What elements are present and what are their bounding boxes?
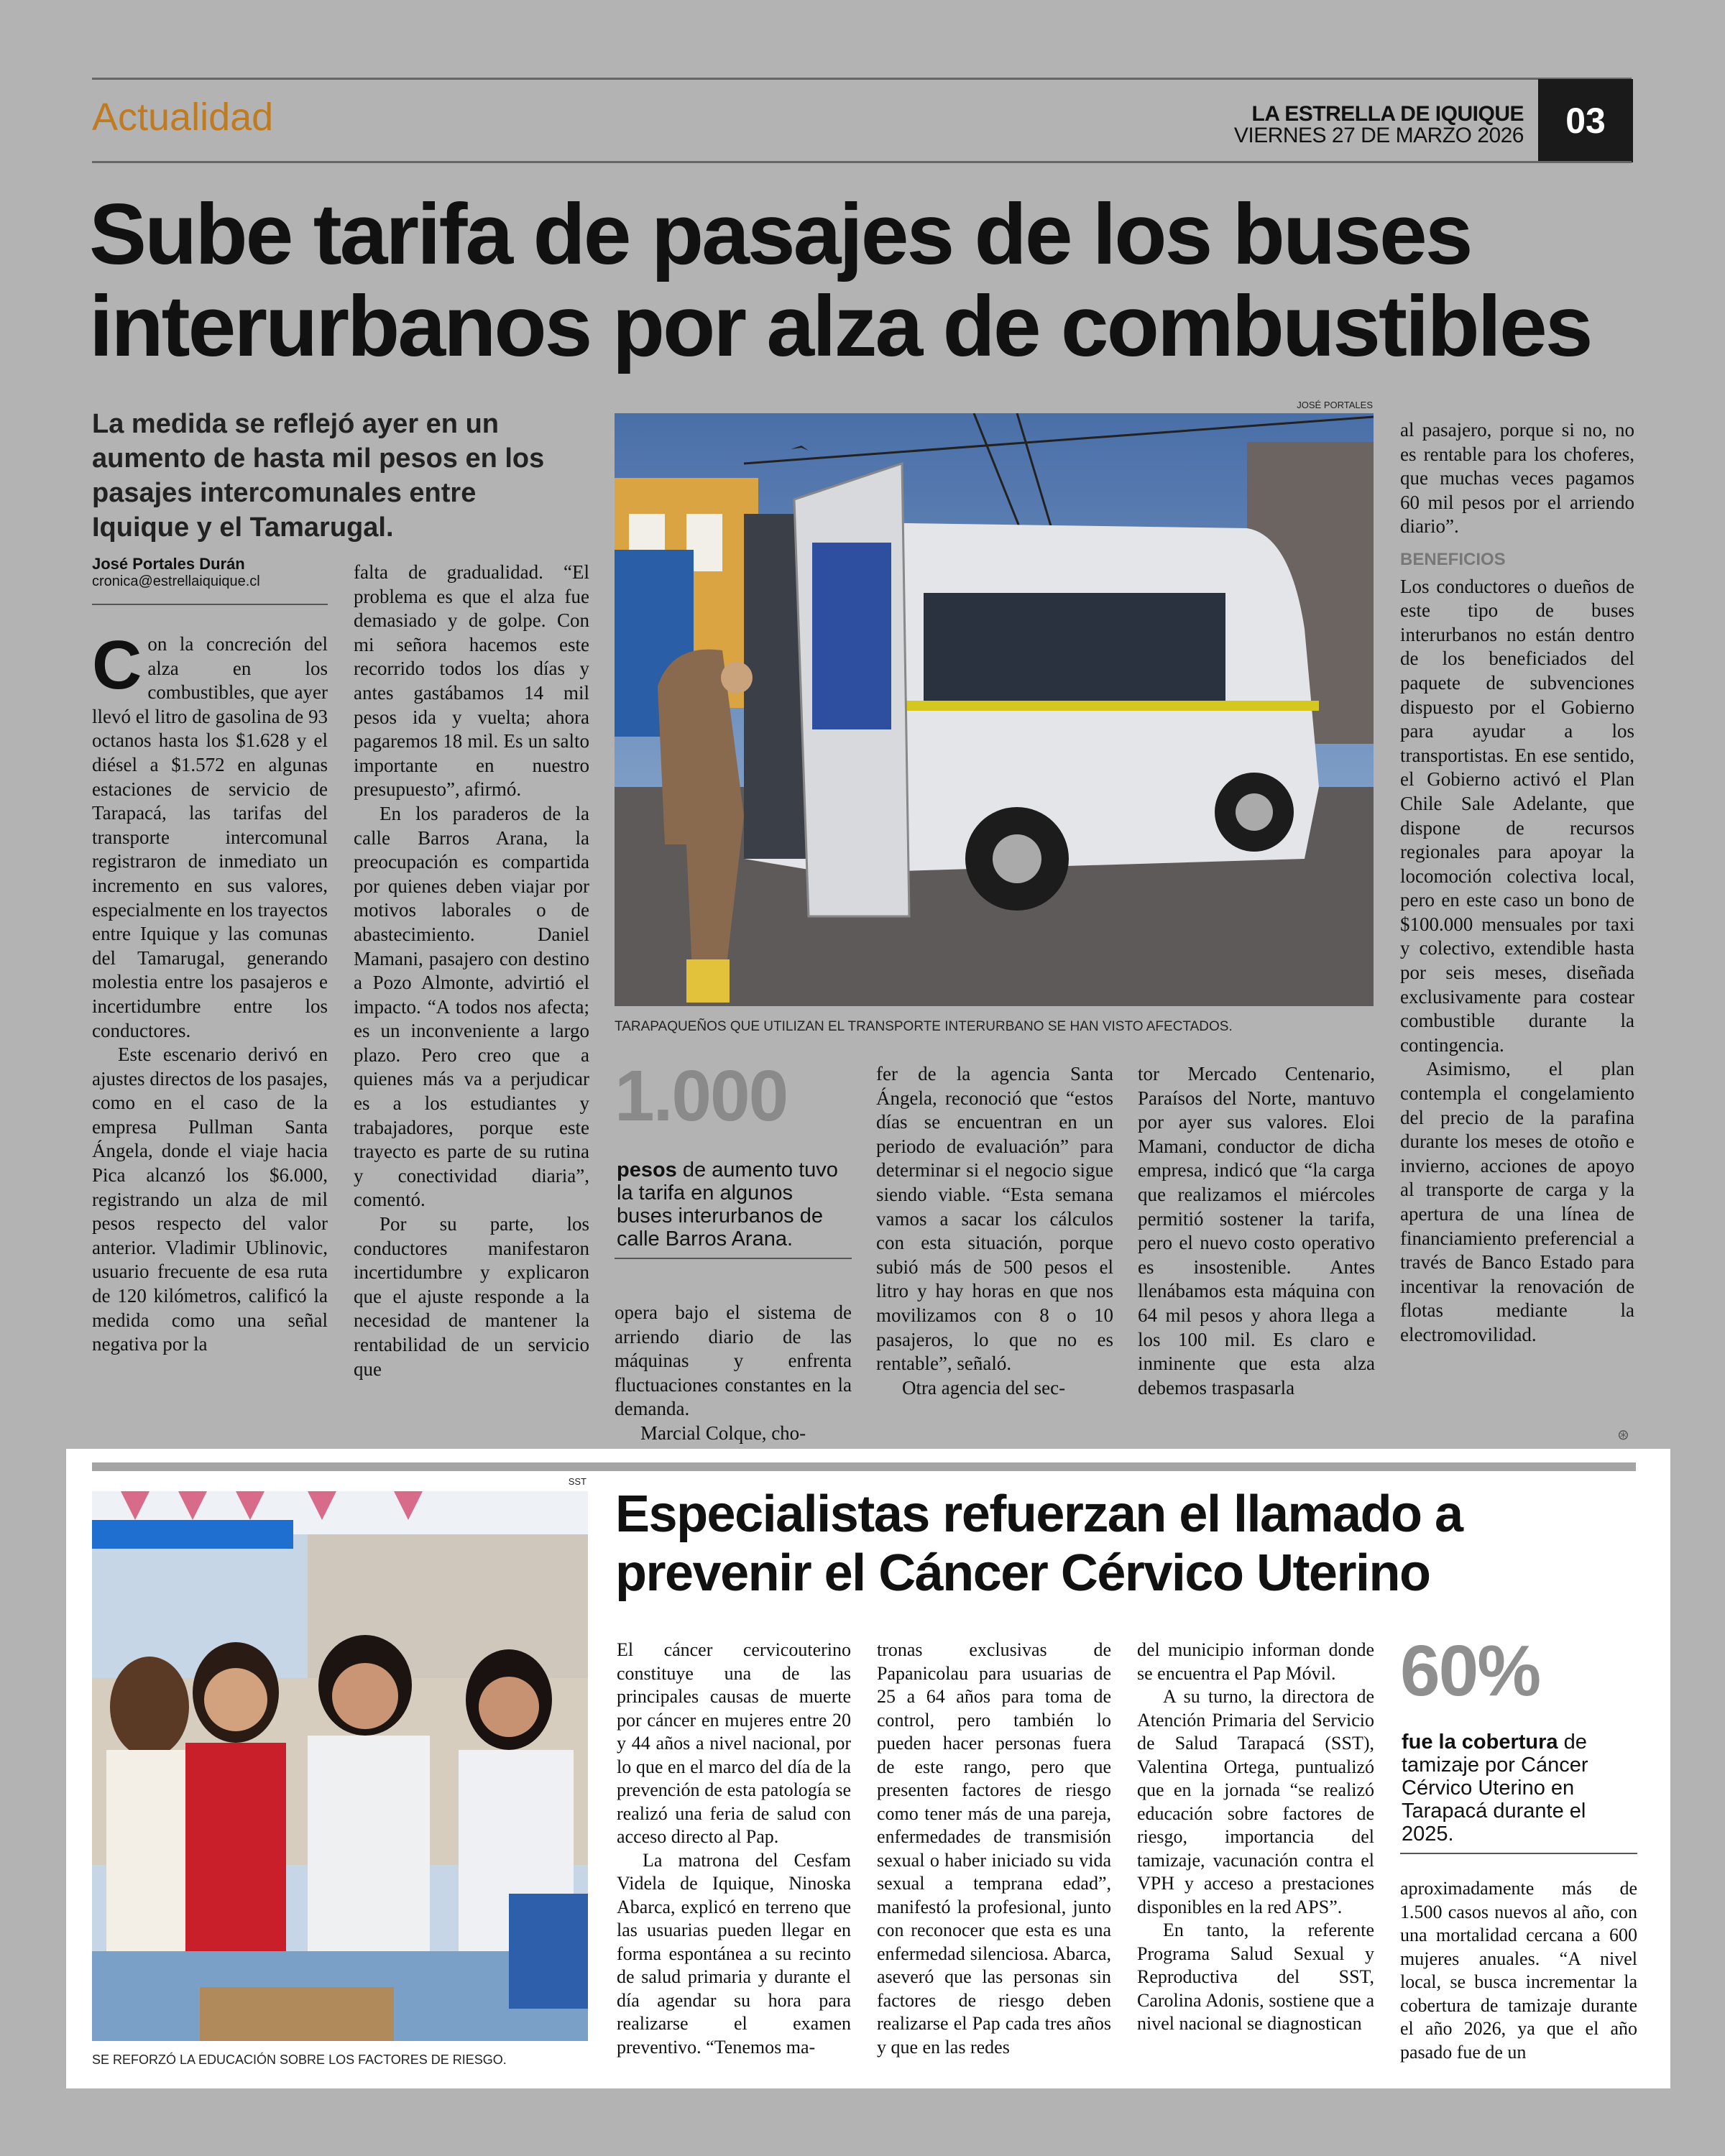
health-photo-caption: SE REFORZÓ LA EDUCACIÓN SOBRE LOS FACTORES DE RIESGO. [92,2053,507,2067]
health-fact-rule [1400,1853,1637,1854]
main-column-4: tor Mercado Centenario, Paraísos del Norte, mantuvo por ayer sus valores. Eloi Mamani, conductor de dicha empresa, indicó que “la carga que realizamos el miércoles permitió sostener la tarifa, pero el nuevo costo operativo es insostenible. Antes llenábamos esta máquina con 64 mil pesos y ahora llega a los 100 mil. Es claro e inminente que esta alza debemos traspasarla [1138,1063,1375,1399]
fact-bold: pesos [617,1158,677,1181]
issue-date: VIERNES 27 DE MARZO 2026 [1233,124,1524,147]
health-fact-text: fue la cobertura de tamizaje por Cáncer Cérvico Uterino en Tarapacá durante el 2025. [1402,1731,1588,1846]
health-fact-bold: fue la cobertura [1402,1731,1558,1754]
lead-paragraph: La medida se reflejó ayer en un aumento de hasta mil pesos en los pasajes intercomunales entre Iquique y el Tamarugal. [92,409,545,543]
health-column-2: tronas exclusivas de Papanicolau para usuarias de 25 a 64 años para toma de control, pero también lo pueden hacer personas fuera de este rango, pero que presenten factores de riesgo como tener más de una pareja, enfermedades de transmisión sexual o haber iniciado su vida sexual a temprana edad”, manifestó la profesional, junto con reconocer que esta es una enfermedad silenciosa. Abarca, aseveró que las personas sin factores de riesgo deben realizarse el Pap cada tres años y que en las redes [877,1639,1111,2058]
newspaper-name: LA ESTRELLA DE IQUIQUE [1251,102,1524,126]
health-headline [615,1485,1463,1603]
health-column-4: aproximadamente más de 1.500 casos nuevos al año, con una mortalidad cercana a 600 mujeres anuales. “A nivel local, se busca incrementar la cobertura de tamizaje durante el año 2026, ya que el año pasado fue de un [1400,1878,1637,2063]
health-photo [92,1491,588,2041]
fact-big-number: 1.000 [615,1056,788,1136]
health-fact-number: 60% [1400,1631,1540,1711]
bus-photo-illustration [615,413,1374,1006]
author-name: José Portales Durán [92,555,245,573]
main-column-3-lower: opera bajo el sistema de arriendo diario de las máquinas y enfrenta fluctuaciones constantes en la demanda. Marcial Colque, cho- [615,1302,852,1444]
health-headline-line1: Especialistas refuerzan el llamado a [615,1485,1463,1543]
main-column-2: falta de gradualidad. “El problema es que el alza fue demasiado y de golpe. Con mi señora hacemos este recorrido todos los días y antes gastábamos 14 mil pesos ida y vuelta; ahora pagaremos 18 mil. Es un salto importante en nuestro presupuesto”, afirmó. En los paraderos de la calle Barros Arana, la preocupación es compartida por quienes deben viajar por motivos laborales o de abastecimiento. Daniel Mamani, pasajero con destino a Pozo Almonte, advirtió el impacto. “A todos nos afecta; es un inconveniente a largo plazo. Pero creo que a quienes más va a perjudicar es a los estudiantes y trabajadores, porque este trayecto es parte de su rutina y conectividad diaria”, comentó. Por su parte, los conductores manifestaron incertidumbre y explicaron que el ajuste responde a la necesidad de mantener la rentabilidad de un servicio que [354,561,589,1380]
main-column-3b: fer de la agencia Santa Ángela, reconoció que “estos días se encuentran en un periodo de evaluación” para determinar si el negocio sigue siendo viable. “Esta semana vamos a sacar los cálculos con esta situación, porque subió más de 500 pesos el litro y hay horas en que nos movilizamos con 8 o 10 pasajeros, lo que no es rentable”, señaló. Otra agencia del sec- [876,1063,1113,1399]
header-bottom-rule [92,161,1632,163]
health-column-3: del municipio informan donde se encuentra el Pap Móvil. A su turno, la directora de Atención Primaria del Servicio de Salud Tarapacá (SST), Valentina Ortega, puntualizó que en la jornada “se realizó educación sobre factores de riesgo, importancia del tamizaje, vacunación contra el VPH y acceso a prestaciones disponibles en la red APS”. En tanto, la referente Programa Salud Sexual y Reproductiva del SST, Carolina Adonis, sostiene que a nivel nacional se diagnostican [1137,1639,1374,2034]
fact-text: pesos de aumento tuvo la tarifa en algunos buses interurbanos de calle Barros Arana. [617,1158,838,1250]
main-headline-line1: Sube tarifa de pasajes de los buses [89,186,1471,282]
photo-credit: JOSÉ PORTALES [1297,400,1373,410]
main-column-5: al pasajero, porque si no, no es rentable para los choferes, que muchas veces pagamos 60 mil pesos por el arriendo diario”. BENEFICIOS Los conductores o dueños de este tipo de buses interurbanos no están dentro de los beneficiados del paquete de subvenciones dispuesto por el Gobierno para ayudar a los transportistas. En ese sentido, el Gobierno activó el Plan Chile Sale Adelante, que dispone de recursos regionales para apoyar la locomoción colectiva local, pero en este caso un bono de $100.000 mensuales por taxi y colectivo, extendible hasta por seis meses, diseñada exclusivamente para costear combustible durante la contingencia. Asimismo, el plan contempla el congelamiento del precio de la parafina durante los meses de otoño e invierno, acciones de apoyo al transporte de carga y la apertura de una línea de financiamiento preferencial a través de Banco Estado para incentivar la renovación de flotas mediante la electromovilidad. [1400,419,1634,1345]
top-rule [92,78,1632,80]
page-number: 03 [1538,79,1633,162]
byline-rule [92,604,328,605]
subhead-beneficios: BENEFICIOS [1400,549,1506,569]
section-label: Actualidad [92,96,274,139]
panel-top-bar [92,1462,1636,1471]
end-mark-icon: ⊛ [1617,1426,1629,1443]
health-column-1: El cáncer cervicouterino constituye una de las principales causas de muerte por cáncer en mujeres entre 20 y 44 años a nivel nacional, por lo que en el marco del día de la prevención de esta patología se realizó una feria de salud con acceso directo al Pap. La matrona del Cesfam Videla de Iquique, Ninoska Abarca, explicó en terreno que las usuarias pueden llegar en forma espontánea a su recinto de salud primaria y durante el día agendar su hora para realizarse el examen preventivo. “Tenemos ma- [617,1639,851,2058]
health-headline-line2: prevenir el Cáncer Cérvico Uterino [615,1544,1430,1602]
health-photo-credit: SST [568,1476,586,1487]
main-headline-line2: interurbanos por alza de combustibles [89,278,1591,374]
bus-photo [615,413,1374,1006]
author-email: cronica@estrellaiquique.cl [92,573,260,589]
main-column-1: Con la concreción del alza en los combustibles, que ayer llevó el litro de gasolina de 93 octanos hasta los $1.628 y el diésel a $1.572 en algunas estaciones de servicio de Tarapacá, las tarifas del transporte intercomunal registraron de inmediato un incremento en sus valores, especialmente en los trayectos entre Iquique y las comunas del Tamarugal, generando molestia entre los pasajeros e incertidumbre entre los conductores. Este escenario derivó en ajustes directos de los pasajes, como en el caso de la empresa Pullman Santa Ángela, donde el viaje hacia Pica alcanzó los $6.000, registrando un alza de mil pesos respecto del valor anterior. Vladimir Ublinovic, usuario frecuente de esa ruta de 120 kilómetros, calificó la medida como una señal negativa por la [92,627,328,1355]
health-fair-illustration [92,1491,588,2041]
drop-cap: C [92,627,142,704]
photo-caption: TARAPAQUEÑOS QUE UTILIZAN EL TRANSPORTE INTERURBANO SE HAN VISTO AFECTADOS. [615,1019,1233,1034]
main-headline [89,188,1591,372]
fact-rule [615,1258,852,1259]
